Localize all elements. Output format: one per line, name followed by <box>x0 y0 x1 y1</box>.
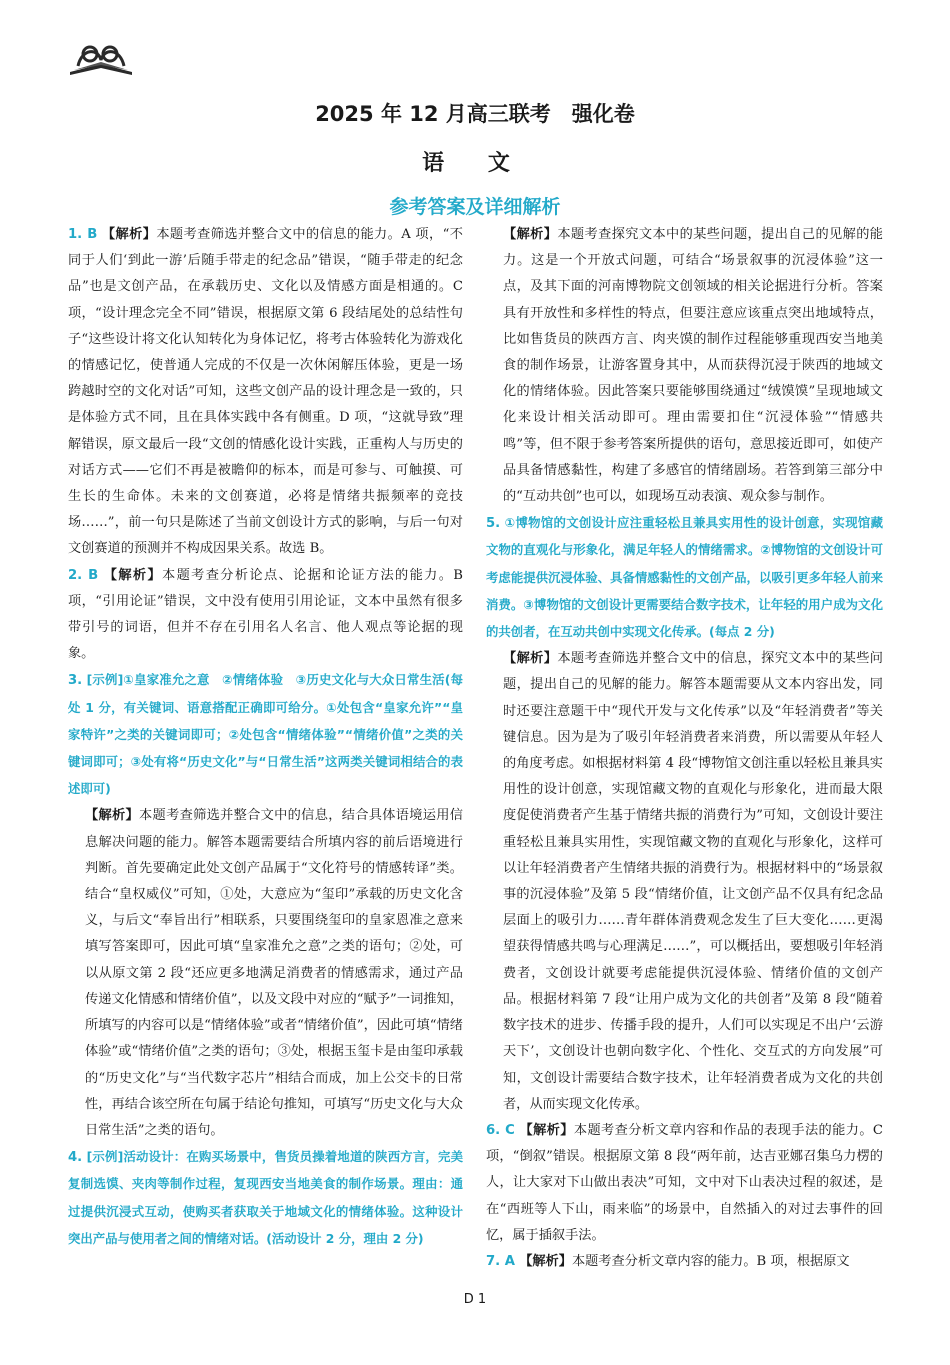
question-1 <box>68 222 463 563</box>
analysis-tag: 【解析】 <box>85 808 140 824</box>
question-7 <box>486 1249 883 1275</box>
analysis-text: 本题考查探究文本中的某些问题，提出自己的见解的能力。这是一个开放式问题，可结合“场景叙事的沉浸体验”这一点，及其下面的河南博物院文创领域的相关论据进行分析。答案具有开放性和多样性的特点，但要注意应该重点突出地域特点，比如售货员的陕西方言、肉夹馍的制作过程能够重现西安当地美食的制作场景，让游客置身其中，从而获得沉浸于陕西的地域文化的情绪体验。因此答案只要能够围绕通过“绒馍馍”呈现地域文化来设计相关活动即可。理由需要扣住“沉浸体验”“情感共鸣”等，但不限于参考答案所提供的语句，意思接近即可，如使产品具备情感黏性，构建了多感官的情绪剧场。若答到第三部分中的“互动共创”也可以，如现场互动表演、观众参与制作。 <box>503 227 883 505</box>
question-2 <box>68 563 463 668</box>
question-number: 6. C <box>486 1122 515 1138</box>
question-3-analysis <box>68 803 463 1144</box>
analysis-text: 本题考查分析文章内容的能力。B 项，根据原文 <box>571 1253 850 1269</box>
answer-section-title: 参考答案及详细解析 <box>389 196 561 218</box>
analysis-text: 本题考查筛选并整合文中的信息的能力。A 项，“不同于人们‘到此一游’后随手带走的纪念品”错误，“随手带走的纪念品”也是文创产品，在承载历史、文化以及情感方面是相通的。C 项，“设计理念完全不同”错误，根据原文第 6 段结尾处的总结性句子“这些设计将文化认知转化为身体记忆，将考古体验转化为游戏化的情感记忆，使普通人完成的不仅是一次休闲解压体验，更是一场跨越时空的文化对话”可知，这些文创产品的设计理念是一致的，只是体验方式不同，且在具体实践中各有侧重。D 项，“这就导致”理解错误，原文最后一段“文创的情感化设计实践，正重构人与历史的对话方式——它们不再是被瞻仰的标本，而是可参与、可触摸、可生长的生命体。未来的文创赛道，必将是情绪共振频率的竞技场……”，前一句只是陈述了当前文创设计方式的影响，与后一句对文创赛道的预测并不构成因果关系。故选 B。 <box>68 227 463 557</box>
reference-answer: ①博物馆的文创设计应注重轻松且兼具实用性的设计创意，实现馆藏文物的直观化与形象化，满足年轻人的情绪需求。②博物馆的文创设计可考虑能提供沉浸体验、具备情感黏性的文创产品，以吸引更多年轻人前来消费。③博物馆的文创设计更需要结合数字技术，让年轻的用户成为文化的共创者，在互动共创中实现文化传承。(每点 2 分) <box>486 515 883 640</box>
analysis-tag: 【解析】 <box>101 227 157 242</box>
left-column <box>68 222 463 1253</box>
question-number: 1. B <box>68 227 98 242</box>
analysis-text: 本题考查筛选并整合文中的信息，探究文本中的某些问题，提出自己的见解的能力。解答本题需要从文本内容出发，同时还要注意题干中“现代开发与文化传承”以及“年轻消费者”等关键信息。因为是为了吸引年轻消费者来消费，所以需要从年轻人的角度考虑。如根据材料第 4 段“博物馆文创注重以轻松且兼具实用性的设计创意，实现馆藏文物的直观化与形象化，进而最大限度促使消费者产生基于情绪共振的消费行为”可知，文创设计要注重轻松且兼具实用性，实现馆藏文物的直观化与形象化，这样可以让年轻消费者产生情绪共振的消费行为。根据材料中的“场景叙事的沉浸体验”及第 5 段“情绪价值，让文创产品不仅具有纪念品层面上的吸引力……青年群体消费观念发生了巨大变化……更渴望获得情感共鸣与心理满足……”，可以概括出，要想吸引年轻消费者，文创设计就要考虑能提供沉浸体验、情绪价值的文创产品。根据材料第 7 段“让用户成为文化的共创者”及第 8 段“随着数字技术的进步、传播手段的提升，人们可以实现足不出户‘云游天下’，文创设计也朝向数字化、个性化、交互式的方向发展”可知，文创设计需要结合数字技术，让年轻消费者成为文化的共创者，从而实现文化传承。 <box>503 651 883 1112</box>
question-number: 7. A <box>486 1253 515 1269</box>
analysis-text: 本题考查分析论点、论据和论证方法的能力。B 项，“引用论证”错误，文中没有使用引用论证，文本中虽然有很多带引号的词语，但并不存在引用名人名言、他人观点等论据的现象。 <box>68 567 463 662</box>
subject-title: 语 文 <box>422 151 528 176</box>
publisher-logo <box>68 44 134 76</box>
analysis-tag: 【解析】 <box>103 567 163 583</box>
question-5-answer <box>486 510 883 646</box>
exam-title: 2025 年 12 月高三联考 强化卷 <box>315 102 635 126</box>
question-4-answer <box>68 1144 463 1253</box>
question-5-analysis <box>486 646 883 1118</box>
question-3-answer <box>68 667 463 803</box>
analysis-tag: 【解析】 <box>519 1122 574 1138</box>
question-number: 5. <box>486 516 501 532</box>
question-number: 3. <box>68 673 83 689</box>
question-6 <box>486 1118 883 1249</box>
reference-answer: [示例]①皇家准允之意 ②情绪体验 ③历史文化与大众日常生活(每处 1 分，有关键词、语意搭配正确即可给分。①处包含“皇家允许”“皇家特许”之类的关键词即可；②处包含“情绪体验”“情绪价值”之类的关键词即可；③处有将“历史文化”与“日常生活”这两类关键词相结合的表述即可) <box>68 672 463 797</box>
page-number: D 1 <box>463 1292 487 1307</box>
right-column <box>486 222 883 1275</box>
question-number: 4. <box>68 1150 83 1166</box>
question-4-analysis <box>486 222 883 510</box>
analysis-tag: 【解析】 <box>503 651 558 667</box>
analysis-text: 本题考查筛选并整合文中的信息，结合具体语境运用信息解决问题的能力。解答本题需要结合所填内容的前后语境进行判断。首先要确定此处文创产品属于“文化符号的情感转译”类。结合“皇权威仪”可知，①处，大意应为“玺印”承载的历史文化含义，与后文“奉旨出行”相联系，只要围绕玺印的皇家恩准之意来填写答案即可，因此可填“皇家准允之意”之类的语句；②处，可以从原文第 2 段“还应更多地满足消费者的情感需求，通过产品传递文化情感和情绪价值”，以及文段中对应的“赋予”一词推知，所填写的内容可以是“情绪体验”或者“情绪价值”，因此可填“情绪体验”或“情绪价值”之类的语句；③处，根据玉玺卡是由玺印承载的“历史文化”与“当代数字芯片”相结合而成，加上公交卡的日常性，再结合该空所在句属于结论句推知，可填写“历史文化与大众日常生活”之类的语句。 <box>85 808 463 1138</box>
analysis-tag: 【解析】 <box>503 227 558 242</box>
question-number: 2. B <box>68 567 99 583</box>
analysis-tag: 【解析】 <box>519 1253 572 1269</box>
analysis-text: 本题考查分析文章内容和作品的表现手法的能力。C 项，“倒叙”错误。根据原文第 8 段“两年前，达吉亚娜召集乌力楞的人，让大家对下山做出表决”可知，文中对下山表决过程的叙述，是在“西班等人下山，雨来临”的场景中，自然插入的对过去事件的回忆，属于插叙手法。 <box>486 1122 883 1243</box>
reference-answer: [示例]活动设计：在购买场景中，售货员操着地道的陕西方言，完美复制选馍、夹肉等制作过程，复现西安当地美食的制作场景。理由：通过提供沉浸式互动，使购买者获取关于地域文化的情绪体验。这种设计突出产品与使用者之间的情绪对话。(活动设计 2 分，理由 2 分) <box>68 1149 463 1246</box>
